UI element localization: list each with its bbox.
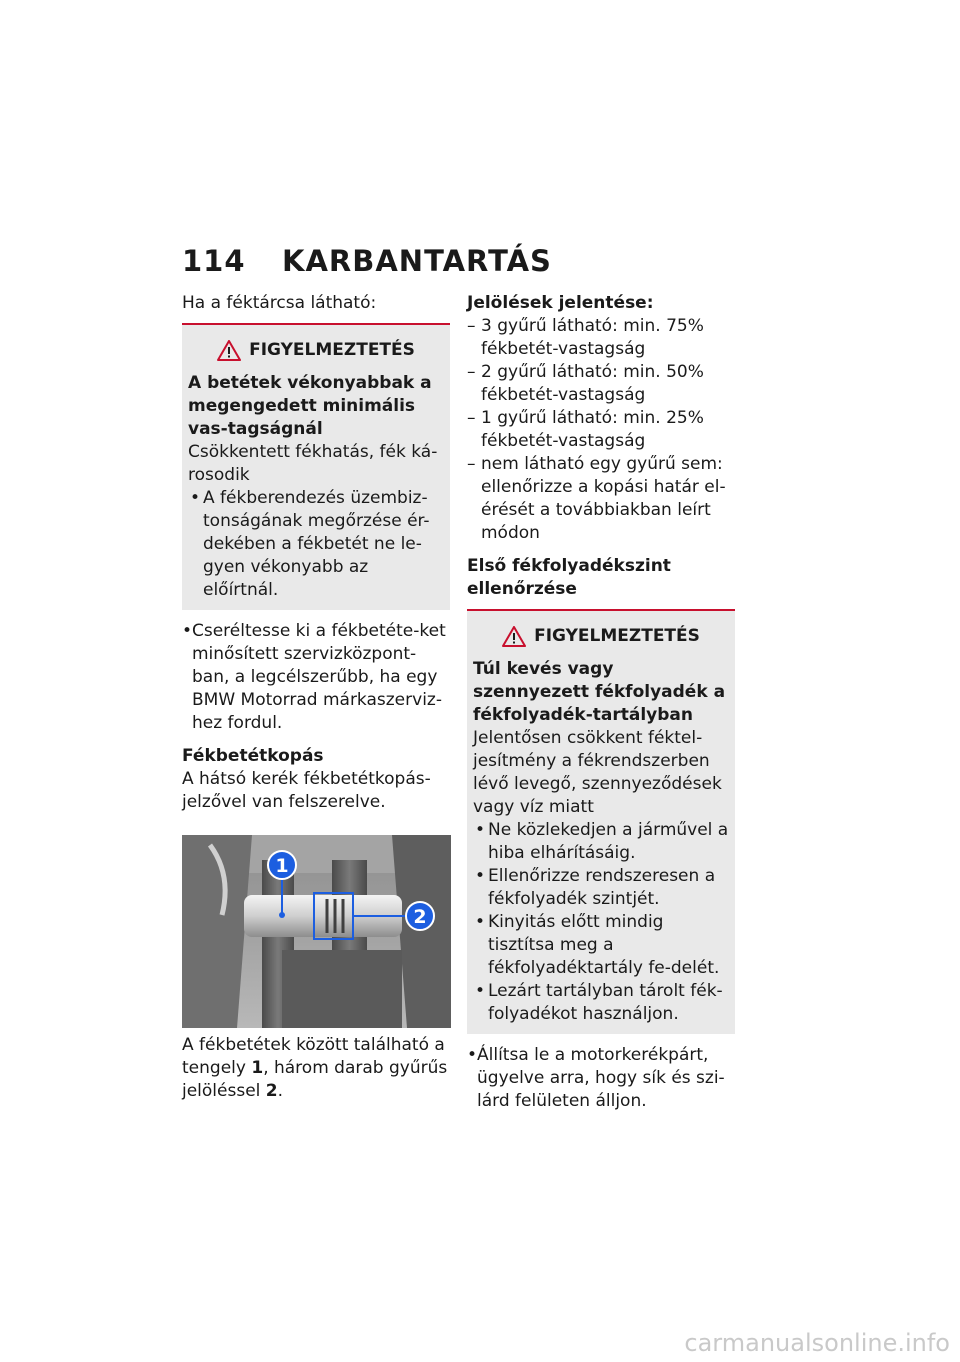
warning-consequence: Jelentősen csökkent féktel-jesítmény a fékrendszerben lévő levegő, szennyeződések vagy víz miatt [473, 728, 722, 817]
callout-2: 2 [413, 906, 427, 928]
list-item: • Lezárt tartályban tárolt fék-folyadékot használjon. [473, 980, 729, 1026]
list-item: – 1 gyűrű látható: min. 25% fékbetét-vastagság [467, 407, 735, 453]
caption-text: A fékbetétek között található a tengely [182, 1035, 445, 1078]
warning-header [473, 625, 729, 648]
watermark: carmanualsonline.info [684, 1329, 950, 1357]
page-number: 114 [182, 244, 246, 278]
right-column [467, 292, 735, 1113]
chapter-title: KARBANTARTÁS [282, 244, 552, 278]
meanings-heading: Jelölések jelentése: [467, 293, 654, 313]
callout-1: 1 [275, 855, 289, 877]
warning-header [188, 339, 444, 362]
warning-title: Túl kevés vagy szennyezett fékfolyadék a fékfolyadék-tartályban [473, 659, 726, 725]
warning-triangle-icon [217, 340, 241, 361]
page-header [182, 244, 552, 278]
warning-box [467, 611, 735, 1034]
list-item: • A fékberendezés üzembiz-tonságának megőrzése ér-dekében a fékbetét ne le-gyen vékonyabb az előírtnál. [188, 487, 444, 602]
caption-text: . [277, 1081, 284, 1101]
section-heading: Első fékfolyadékszint ellenőrzése [467, 556, 671, 599]
list-item: – 2 gyűrű látható: min. 50% fékbetét-vastagság [467, 361, 735, 407]
section-text: A hátsó kerék fékbetétkopás-jelzővel van felszerelve. [182, 769, 431, 812]
warning-box [182, 325, 450, 610]
caption-ref-1: 1 [251, 1058, 264, 1078]
warning-measures [188, 487, 444, 602]
warning-measures [473, 819, 729, 1026]
section-heading: Fékbetétkopás [182, 746, 324, 766]
meanings-list [467, 315, 735, 545]
warning-label: FIGYELMEZTETÉS [534, 626, 700, 646]
warning-consequence: Csökkentett fékhatás, fék ká-rosodik [188, 442, 438, 485]
brake-pad-photo [182, 835, 451, 1028]
list-item: • Kinyitás előtt mindig tisztítsa meg a fékfolyadéktartály fe-delét. [473, 911, 729, 980]
list-item: – 3 gyűrű látható: min. 75% fékbetét-vastagság [467, 315, 735, 361]
figure-caption [182, 1034, 450, 1103]
caption-ref-2: 2 [265, 1081, 278, 1101]
list-item: • Ne közlekedjen a járművel a hiba elhárításáig. [473, 819, 729, 865]
action-step: • Cseréltesse ki a fékbetéte-ket minősített szervizközpont-ban, a legcélszerűbb, ha egy BMW Motorrad márkaszerviz-hez fordul. [182, 620, 450, 735]
left-column [182, 292, 450, 1103]
warning-label: FIGYELMEZTETÉS [249, 340, 415, 360]
intro-text: Ha a féktárcsa látható: [182, 293, 377, 313]
list-item: – nem látható egy gyűrű sem: ellenőrizze a kopási határ el-érését a továbbiakban leírt módon [467, 453, 735, 545]
warning-triangle-icon [502, 626, 526, 647]
action-step: • Állítsa le a motorkerékpárt, ügyelve arra, hogy sík és szi-lárd felületen álljon. [467, 1044, 735, 1113]
caption-text: , három darab gyűrűs jelöléssel [182, 1058, 448, 1101]
list-item: • Ellenőrizze rendszeresen a fékfolyadék szintjét. [473, 865, 729, 911]
warning-title: A betétek vékonyabbak a megengedett minimális vas-tagságnál [188, 373, 432, 439]
